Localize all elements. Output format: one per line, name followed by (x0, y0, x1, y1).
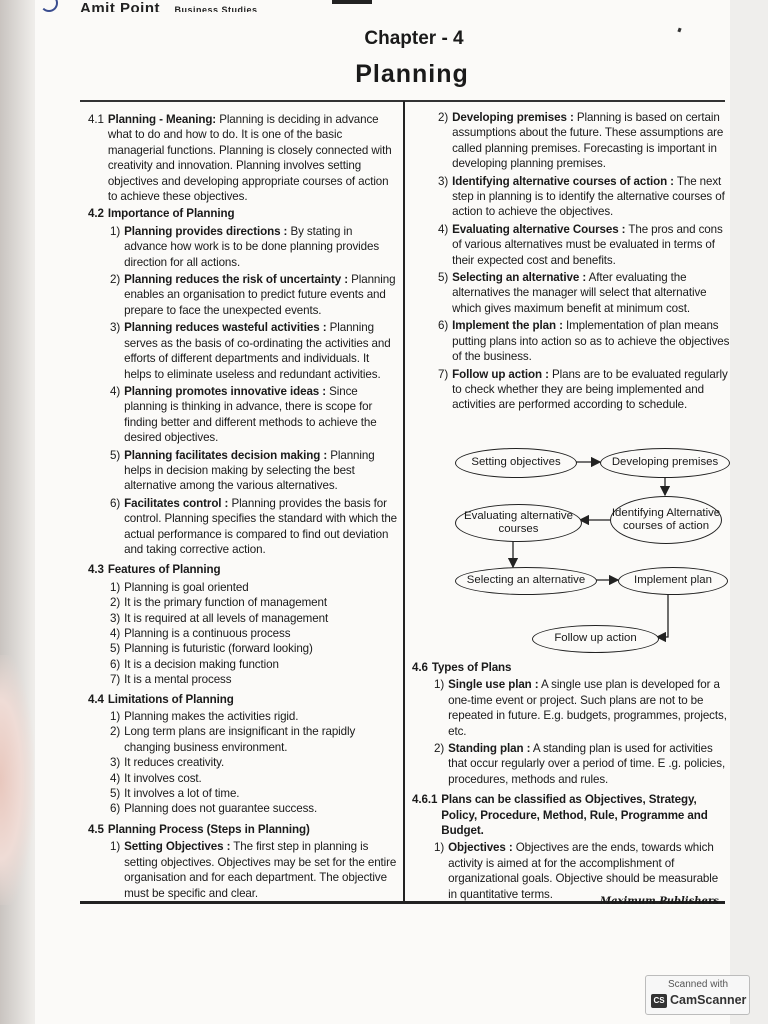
section-text: Planning is deciding in advance what to do and how to do. It is one of the basic managerial functions. Planning is closely connected with creativity and innovation. Planning involves setting objectives and developing appropriate courses of action to achieve these objectives. (107, 113, 392, 204)
list-item: 2) Standing plan : A standing plan is used for activities that occur regularly over a period of time. E .g. policies, procedures, methods and rules. (434, 742, 726, 786)
flow-node-evaluating-alternatives: Evaluating alternative courses (455, 504, 582, 542)
list-item: 3) It is required at all levels of management (110, 611, 329, 625)
chapter-title: Planning (355, 60, 469, 88)
section-4-5-heading (88, 822, 398, 837)
flow-node-implement-plan: Implement plan (618, 567, 728, 595)
right-column (438, 110, 730, 415)
list-item: 2) Long term plans are insignificant in the rapidly changing business environment. (110, 725, 356, 754)
section-number: 4.6.1 (412, 793, 438, 807)
process-steps-list (438, 110, 730, 413)
list-item: 3) Planning reduces wasteful activities : Planning serves as the basis of co-ordinating the activities and efforts of different departments and individuals. It helps to eliminate useless and redundant activities. (110, 321, 391, 381)
list-item: 1) Single use plan : A single use plan is developed for a one-time event or project. Such plans are not to be repeated in future. E.g. budgets, programmes, projects, etc. (434, 678, 727, 738)
list-item: 1) Planning makes the activities rigid. (110, 710, 299, 724)
classification-list (412, 840, 730, 902)
header-book: Amit Point (80, 0, 160, 12)
camscanner-logo-icon: CS (651, 994, 667, 1008)
list-item: 6) Planning does not guarantee success. (110, 802, 318, 816)
list-item: 6) Facilitates control : Planning provides the basis for control. Planning specifies the standard with which the actual performance is compared to find out deviation and taking corrective action. (110, 496, 398, 556)
section-4-4-heading (88, 692, 398, 707)
publisher-logo: Maximum Publishers (600, 896, 719, 907)
planning-process-flowchart (450, 440, 740, 655)
features-list (88, 580, 398, 688)
list-item: 5) Planning is futuristic (forward looking) (110, 642, 313, 656)
list-item: 3) Identifying alternative courses of action : The next step in planning is to identify the alternative courses of action to achieve the objectives. (438, 174, 725, 219)
section-number: 4.3 (88, 563, 104, 577)
section-number: 4.2 (88, 207, 104, 221)
chapter-number: Chapter - 4 (364, 28, 464, 49)
list-item: 7) It is a mental process (110, 673, 232, 687)
header-subject: Business Studies (174, 5, 258, 12)
list-item: 3) It reduces creativity. (110, 756, 225, 770)
list-item: 4) Planning promotes innovative ideas : Since planning is thinking in advance, there is scope for finding better and different methods to achieve the desired objectives. (110, 384, 377, 445)
list-item: 4) It involves cost. (110, 771, 202, 785)
section-heading: Importance of Planning (107, 207, 235, 221)
list-item: 1) Setting Objectives : The first step in planning is setting objectives. Objectives may be set for the entire organisation and for each department. The objective must be specific and clear. (110, 840, 397, 900)
section-4-3-heading (88, 562, 398, 577)
list-item: 6) Implement the plan : Implementation of plan means putting plans into action so as to achieve the objectives of the business. (438, 319, 730, 364)
section-number: 4.6 (412, 661, 428, 674)
list-item: 5) Selecting an alternative : After evaluating the alternatives the manager will select that alternative which gives maximum benefit at minimum cost. (438, 271, 707, 315)
list-item: 1) Planning provides directions : By stating in advance how work is to be done planning provides direction for all actions. (110, 224, 380, 269)
flow-node-follow-up-action: Follow up action (532, 625, 659, 653)
left-column (88, 112, 398, 903)
column-divider (403, 101, 405, 901)
section-number: 4.1 (88, 113, 104, 126)
watermark-line2: CamScanner (670, 993, 747, 1007)
limitations-list (88, 709, 398, 817)
finger-shadow (0, 655, 34, 905)
header-bar (332, 0, 372, 4)
section-heading: Limitations of Planning (107, 692, 234, 706)
flow-node-setting-objectives: Setting objectives (455, 448, 577, 478)
section-number: 4.5 (88, 822, 104, 836)
list-item: 7) Follow up action : Plans are to be evaluated regularly to check whether they are being implemented and activities are performed according to schedule. (438, 367, 728, 412)
section-heading: Planning Process (Steps in Planning) (107, 822, 310, 836)
watermark-line1: Scanned with (668, 979, 729, 990)
list-item: 5) It involves a lot of time. (110, 787, 240, 801)
section-heading: Features of Planning (107, 563, 221, 577)
list-item: 1) Planning is goal oriented (110, 580, 249, 594)
list-item: 1) Objectives : Objectives are the ends, towards which activity is aimed at for the accomplishment of organizational goals. Objective should be measurable in quantitative terms. (434, 841, 719, 901)
camscanner-watermark (645, 975, 750, 1015)
list-item: 2) Planning reduces the risk of uncertainty : Planning enables an organisation to predict future events and prepare to face the unexpected events. (110, 273, 396, 317)
types-list (412, 677, 730, 787)
section-number: 4.4 (88, 692, 104, 706)
section-heading: Plans can be classified as Objectives, Strategy, Policy, Procedure, Method, Rule, Programme and Budget. (441, 793, 708, 838)
list-item: 5) Planning facilitates decision making : Planning helps in decision making by selecting the best alternative among the various alternatives. (110, 448, 375, 493)
flow-node-developing-premises: Developing premises (600, 448, 730, 478)
list-item: 2) It is the primary function of management (110, 596, 327, 610)
list-item: 4) Evaluating alternative Courses : The pros and cons of various alternatives must be evaluated in terms of their expected cost and benefits. (438, 222, 723, 267)
process-list (88, 839, 398, 901)
flow-node-selecting-alternative: Selecting an alternative (455, 567, 597, 595)
section-heading: Types of Plans (431, 661, 512, 674)
list-item: 4) Planning is a continuous process (110, 627, 291, 640)
section-4-6-heading (412, 660, 730, 675)
types-of-plans-section (412, 660, 730, 904)
importance-list (88, 224, 398, 558)
list-item: 2) Developing premises : Planning is based on certain assumptions about the future. These assumptions are called planning premises. Forecasting is important in developing planning premises. (438, 111, 724, 171)
section-4-6-1-heading (412, 792, 730, 838)
flow-node-identifying-alternatives: Identifying Alternative courses of action (610, 496, 722, 544)
list-item: 6) It is a decision making function (110, 657, 279, 671)
section-4-2-heading (88, 206, 398, 221)
section-4-1 (88, 112, 398, 204)
section-heading: Planning - Meaning: (107, 113, 217, 126)
running-header (80, 0, 400, 12)
